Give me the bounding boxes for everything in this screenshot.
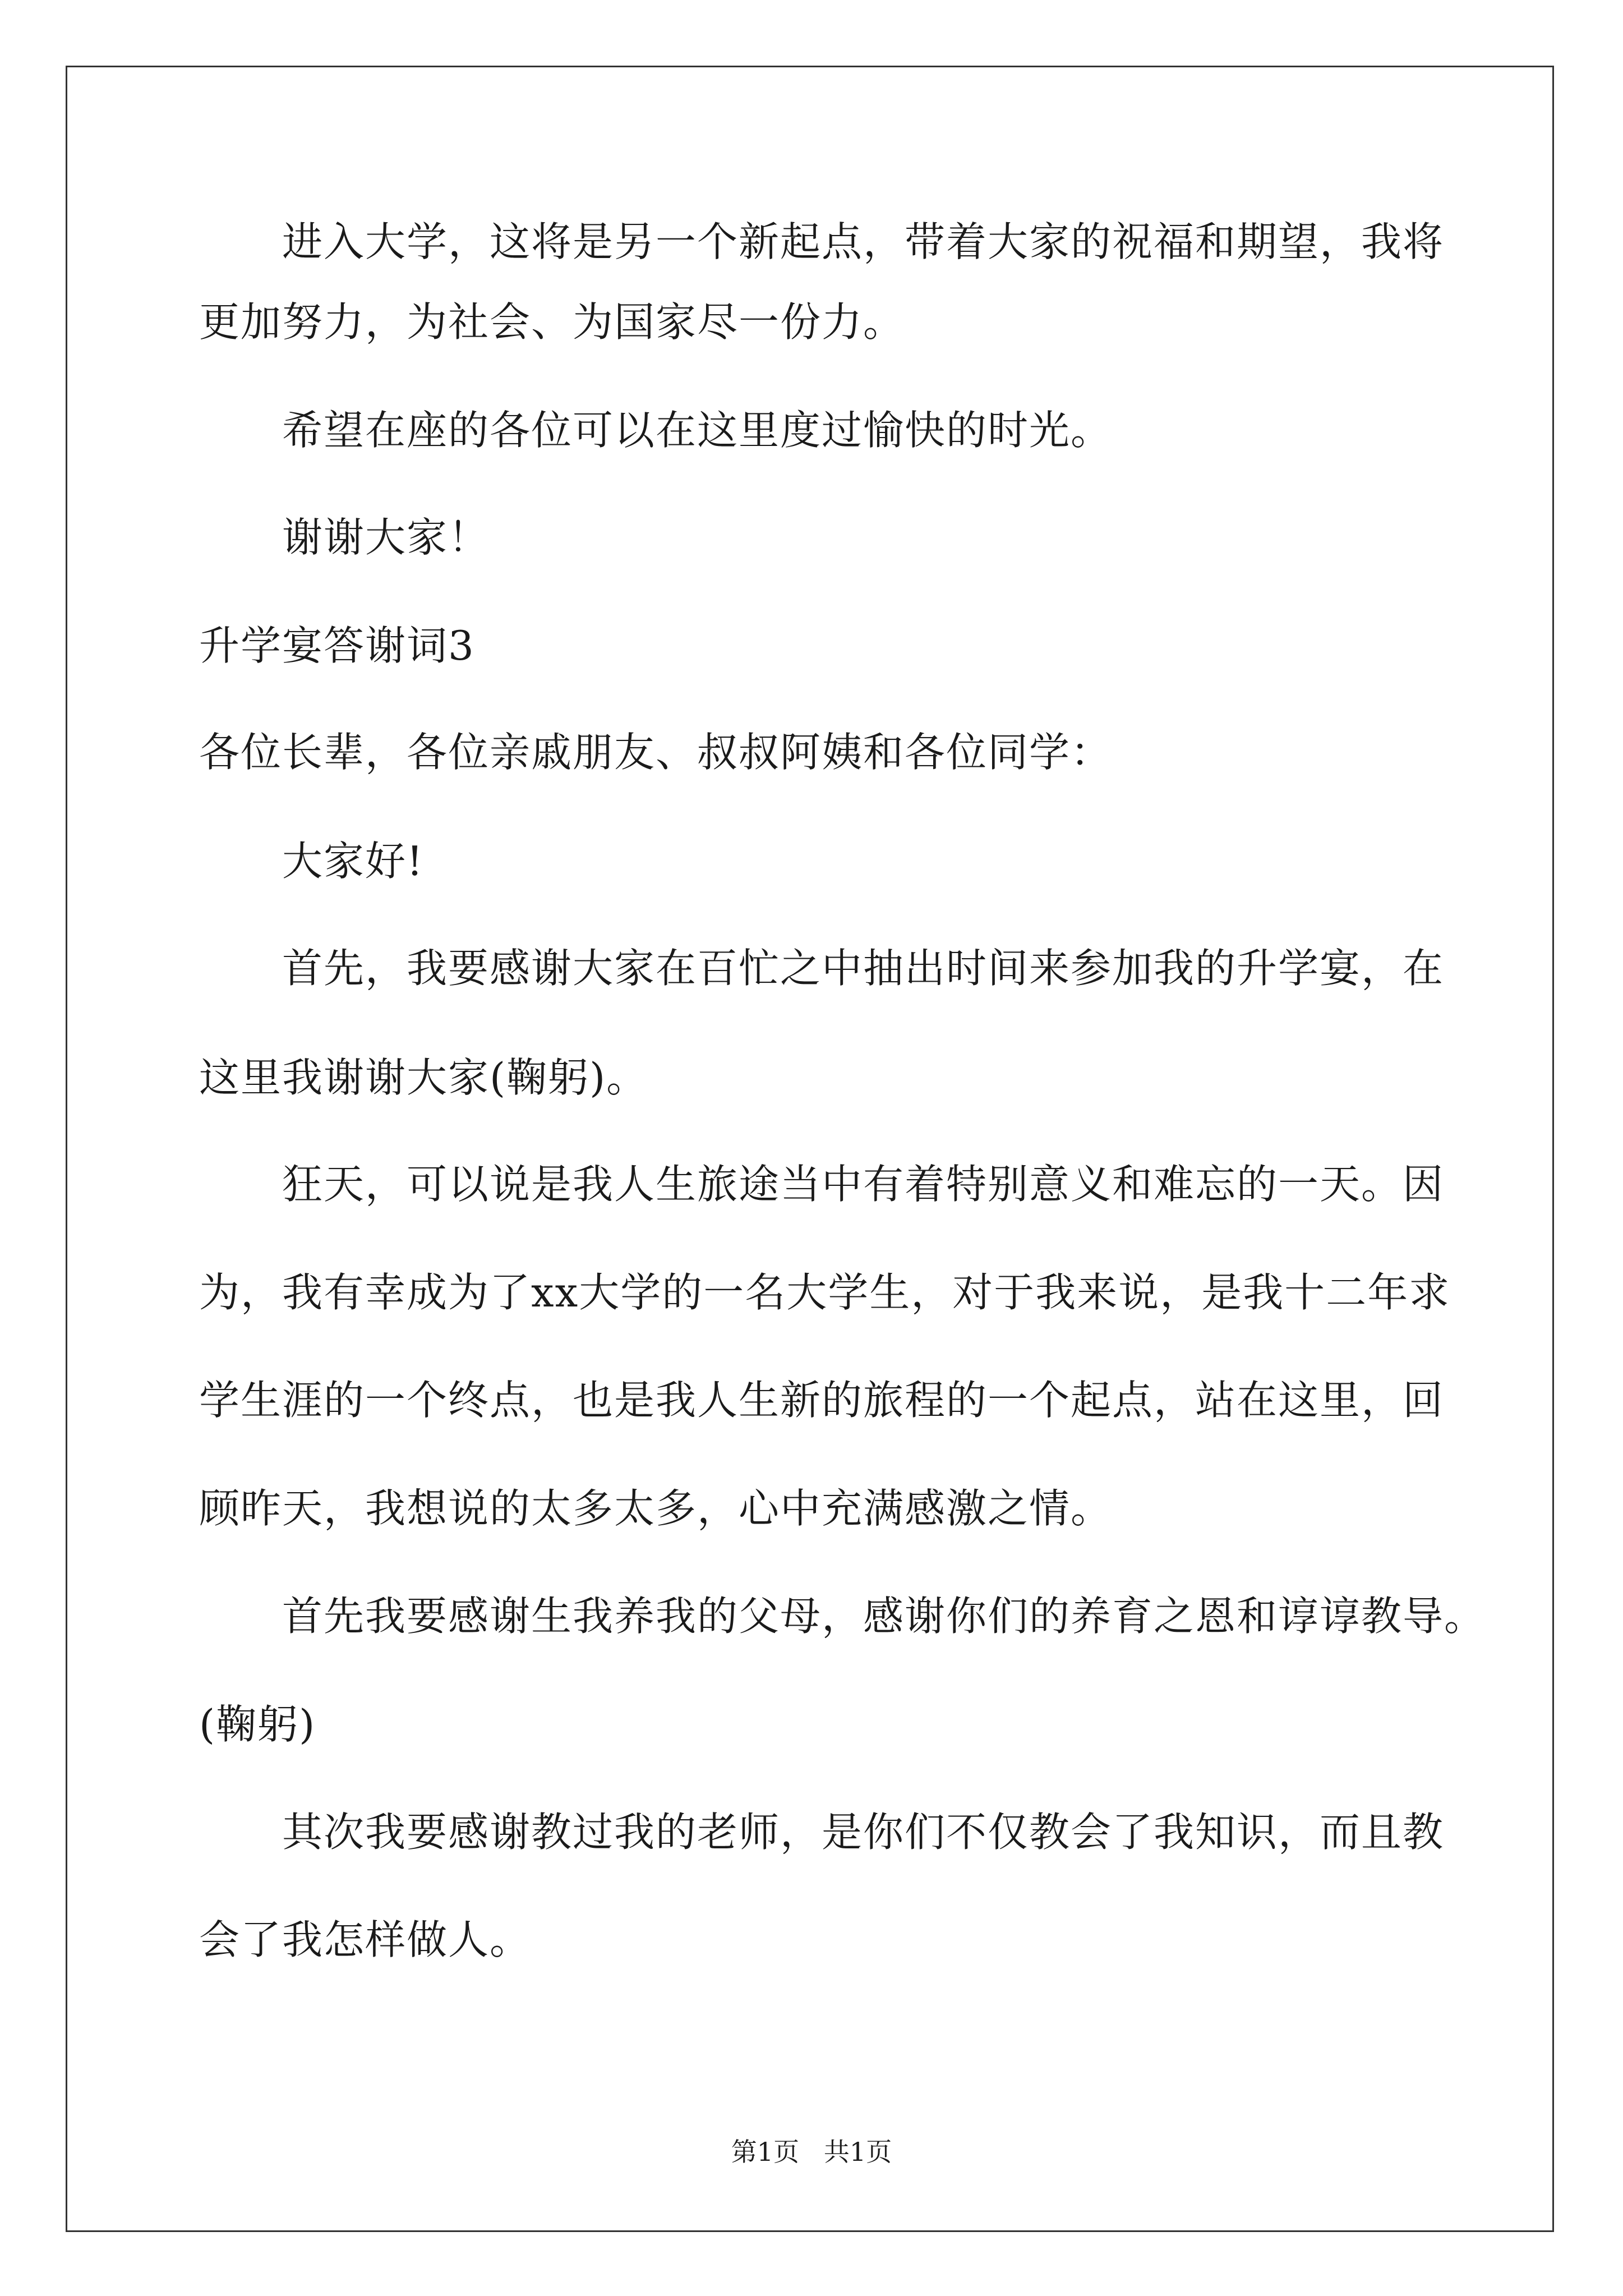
text-line: 首先我要感谢生我养我的父母，感谢你们的养育之恩和谆谆教导。 bbox=[282, 1593, 1486, 1640]
text-line: 希望在座的各位可以在这里度过愉快的时光。 bbox=[282, 407, 1113, 454]
text-line: 学生涯的一个终点，也是我人生新的旅程的一个起点，站在这里，回 bbox=[199, 1377, 1445, 1424]
section-heading: 升学宴答谢词3 bbox=[199, 622, 475, 669]
text-line: 进入大学，这将是另一个新起点，带着大家的祝福和期望，我将 bbox=[282, 218, 1445, 265]
page-border bbox=[66, 66, 1554, 2232]
text-line: 顾昨天，我想说的太多太多，心中充满感激之情。 bbox=[199, 1485, 1113, 1532]
greeting: 大家好! bbox=[282, 838, 424, 885]
page-footer: 第1页 共1页 bbox=[731, 2137, 892, 2167]
salutation: 各位长辈，各位亲戚朋友、叔叔阿姨和各位同学： bbox=[199, 729, 1113, 776]
text-line: 更加努力，为社会、为国家尽一份力。 bbox=[199, 298, 905, 346]
text-line: 会了我怎样做人。 bbox=[199, 1916, 532, 1963]
text-line: 为，我有幸成为了xx大学的一名大学生，对于我来说，是我十二年求 bbox=[199, 1269, 1451, 1316]
text-line: 谢谢大家！ bbox=[282, 514, 490, 561]
text-line: 这里我谢谢大家(鞠躬)。 bbox=[199, 1054, 648, 1101]
text-line: 首先，我要感谢大家在百忙之中抽出时间来参加我的升学宴，在 bbox=[282, 945, 1445, 992]
text-line: 狂天，可以说是我人生旅途当中有着特别意义和难忘的一天。因 bbox=[282, 1161, 1445, 1208]
text-line: (鞠躬) bbox=[199, 1701, 316, 1748]
text-line: 其次我要感谢教过我的老师，是你们不仅教会了我知识，而且教 bbox=[282, 1809, 1445, 1856]
